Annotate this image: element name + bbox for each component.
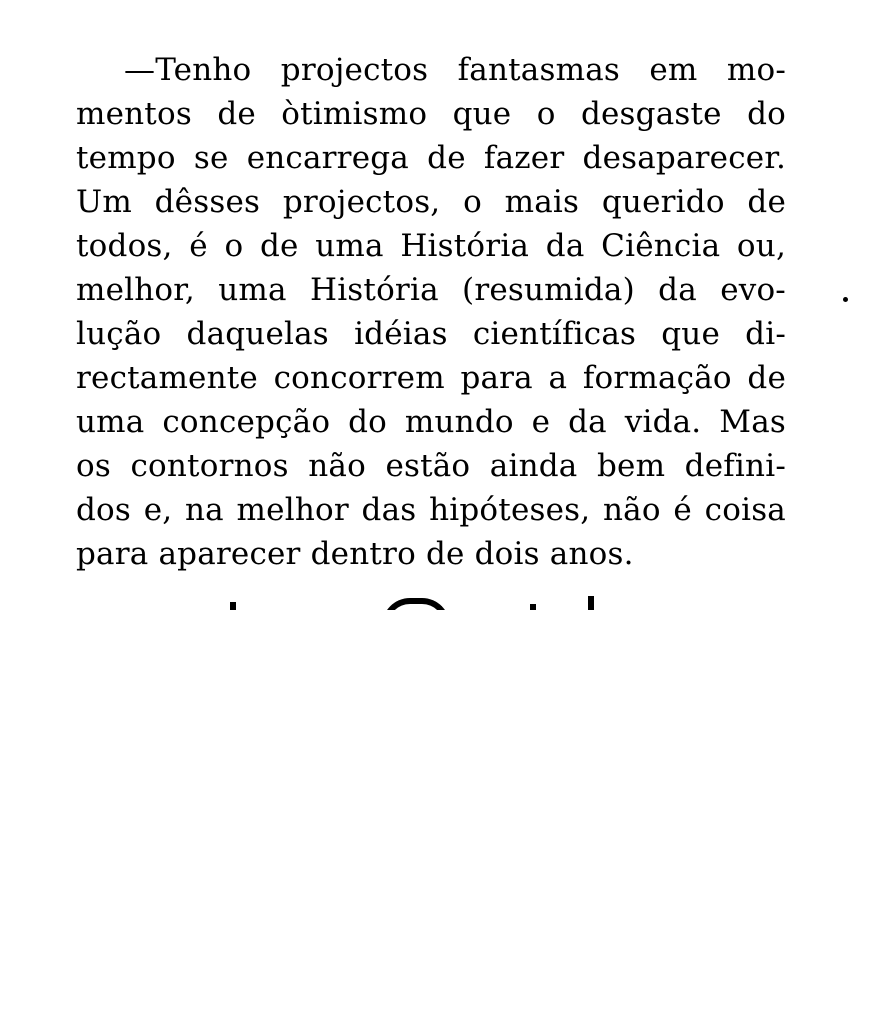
- stray-dot-mark: [843, 297, 848, 302]
- cut-glyph-fragment: [382, 598, 450, 610]
- cut-glyph-fragment: [530, 604, 536, 610]
- paragraph-line: melhor, uma História (resumida) da evo-: [76, 272, 786, 308]
- paragraph-line: lução daquelas idéias científicas que di-: [76, 316, 786, 352]
- cut-glyph-fragment: [588, 596, 594, 610]
- paragraph-line: os contornos não estão ainda bem defini-: [76, 448, 786, 484]
- paragraph-line: Um dêsses projectos, o mais querido de: [76, 184, 786, 220]
- cut-off-text-line: [210, 596, 610, 610]
- paragraph-line: todos, é o de uma História da Ciência ou,: [76, 228, 786, 264]
- paragraph-line: mentos de òtimismo que o desgaste do: [76, 96, 786, 132]
- paragraph-line: —Tenho projectos fantasmas em mo-: [124, 52, 786, 88]
- paragraph-line: dos e, na melhor das hipóteses, não é coisa: [76, 492, 786, 528]
- paragraph-line: tempo se encarrega de fazer desaparecer.: [76, 140, 786, 176]
- paragraph-line: rectamente concorrem para a formação de: [76, 360, 786, 396]
- paragraph: [76, 48, 786, 576]
- cut-glyph-fragment: [230, 602, 236, 610]
- paragraph-line: uma concepção do mundo e da vida. Mas: [76, 404, 786, 440]
- paragraph-line: para aparecer dentro de dois anos.: [76, 536, 634, 572]
